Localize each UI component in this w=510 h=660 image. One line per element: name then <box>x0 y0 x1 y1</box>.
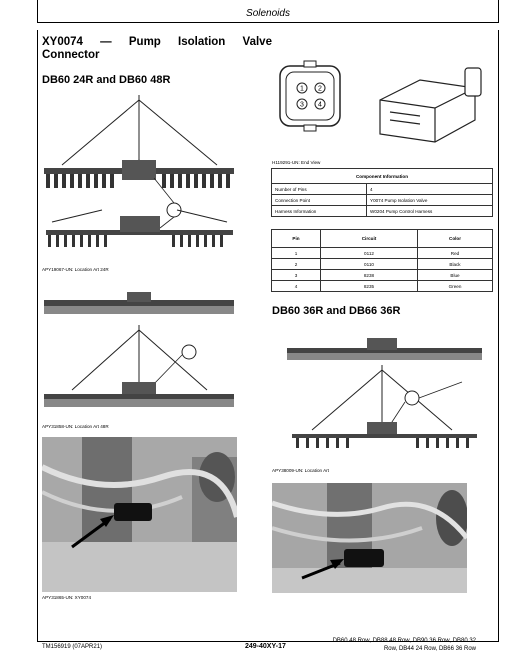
table-row: Harness Information W0204 Pump Control Harness <box>272 206 493 217</box>
title-word-1: Pump <box>128 36 161 48</box>
title-word-3: Valve <box>242 36 272 48</box>
connector-end-view <box>270 60 498 158</box>
table-row: Connection Point Y0074 Pump Isolation Valve <box>272 195 493 206</box>
caption-location-48r: APY31858-UN: Location Art 48R <box>42 424 109 429</box>
photo-xy0074-left <box>42 437 237 592</box>
title-word-2: Isolation <box>178 36 226 48</box>
pin-label-1: 1 <box>300 85 304 93</box>
location-art-48r <box>42 290 237 418</box>
caption-location-24r: APY19067-UN: Location Art 24R <box>42 267 109 272</box>
table-row: 3 8238 Blue <box>272 270 493 281</box>
pin-circuit-table <box>271 229 493 292</box>
footer-page-number: 249-40XY-17 <box>245 643 286 650</box>
pin-label-2: 2 <box>318 85 322 93</box>
photo-xy0074-right <box>272 483 467 593</box>
caption-photo-left: APY31865-UN: XY0074 <box>42 595 92 600</box>
col-pin: Pin <box>272 230 321 248</box>
pin-label-3: 3 <box>300 101 304 109</box>
table-row: 1 0112 Red <box>272 248 493 259</box>
component-info-table <box>271 168 493 217</box>
caption-location-right: APY38009-UN: Location Art <box>272 468 329 473</box>
section-header: Solenoids <box>246 8 290 19</box>
component-info-heading: Component Information <box>272 169 493 184</box>
location-art-right <box>272 330 494 460</box>
page-title <box>42 36 272 62</box>
title-dash: — <box>100 36 112 48</box>
subheading-right: DB60 36R and DB66 36R <box>272 305 401 317</box>
footer-models: DB60 48 Row, DB88 48 Row, DB90 36 Row, DB80 32 Row, DB44 24 Row, DB66 36 Row <box>332 638 476 652</box>
title-code: XY0074 <box>42 36 83 48</box>
subheading-left: DB60 24R and DB60 48R <box>42 74 171 86</box>
pin-label-4: 4 <box>318 101 322 109</box>
table-row: Number of Pins 4 <box>272 184 493 195</box>
col-color: Color <box>418 230 493 248</box>
col-circuit: Circuit <box>321 230 418 248</box>
caption-end-view: H119291-UN: End View <box>272 160 321 165</box>
title-line-2: Connector <box>42 49 100 61</box>
table-row: 2 0110 Black <box>272 259 493 270</box>
table-row: 4 8235 Green <box>272 281 493 292</box>
location-art-24r <box>42 90 237 258</box>
header-frame <box>37 0 499 23</box>
footer-doc-id: TM156919 (07APR21) <box>42 644 103 650</box>
